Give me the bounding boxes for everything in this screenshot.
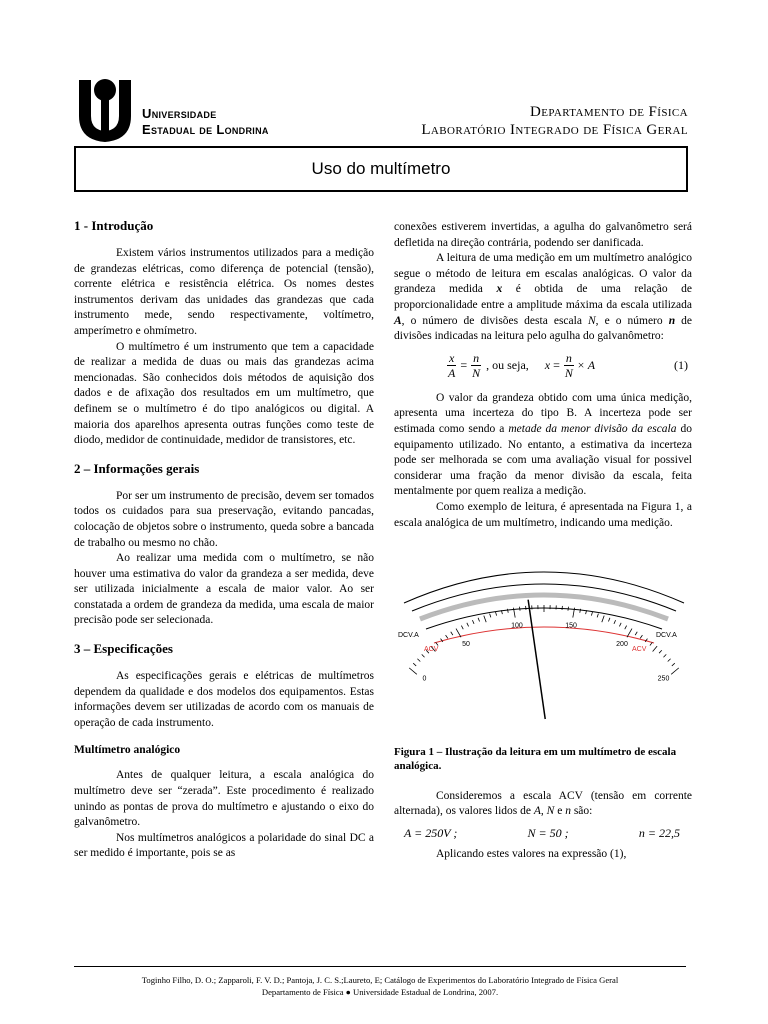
scale-tick — [436, 642, 438, 645]
scale-tick — [640, 635, 642, 638]
scale-tick-label: 100 — [511, 622, 523, 630]
scale-tick-label: 0 — [422, 675, 427, 683]
scale-tick — [467, 623, 469, 627]
scale-tick — [478, 618, 479, 622]
footer-divider — [74, 966, 686, 967]
scale-tick — [672, 663, 675, 666]
figure-caption: Figura 1 – Ilustração da leitura em um multímetro de escala analógica. — [394, 745, 677, 772]
scale-tick-label: 200 — [616, 640, 628, 648]
dcva-left-label: DCV.A — [398, 632, 419, 640]
left-column — [74, 218, 374, 862]
acv-right-label: ACV — [632, 646, 647, 654]
scale-tick — [668, 659, 671, 662]
scale-tick — [446, 635, 448, 638]
given-values — [404, 826, 680, 842]
scale-tick — [461, 626, 463, 630]
section-informacoes-heading: 2 – Informações gerais — [74, 460, 200, 476]
intro-paragraph-1: Existem vários instrumentos utilizados para a medição de grandezas elétricas, como diferença de potencial (tensão), corrente elétrica e resistência elétrica. Os nomes destes instrumentos derivam das unidades das grandezas que cada instrumento mede, sendo respectivamente, voltímetro, amperímetro e ohmímetro. — [74, 247, 374, 337]
analog-paragraph-1: Antes de qualquer leitura, a escala analógica do multímetro deve ser “zerada”. Este procedimento é realizado unindo as pontas de prova do multímetro e ajustando o eixo do galvanômetro. — [74, 769, 374, 829]
scale-ticks — [409, 605, 679, 674]
university-logo-icon — [73, 76, 137, 146]
scale-tick — [580, 609, 581, 613]
scale-tick — [663, 654, 666, 657]
footer — [74, 974, 686, 998]
scale-tick — [659, 650, 662, 653]
value-n: n = 22,5 — [638, 825, 680, 840]
department-name — [421, 103, 688, 139]
footer-department: Departamento de Física ● Universidade Estadual de Londrina, 2007. — [261, 987, 499, 997]
acv-left-label: ACV — [424, 646, 439, 654]
department-line1: Departamento de Física — [529, 104, 688, 120]
scale-tick — [614, 620, 616, 624]
scale-tick — [472, 620, 474, 624]
equation-1: $\frac{x}{A}$ = $\frac{n}{N}$ , ou seja, x = $\frac{n}{N}$ × A (1) — [448, 350, 688, 380]
scale-tick — [456, 629, 461, 638]
footer-citation: Toginho Filho, D. O.; Zapparoli, F. V. D.; Pantoja, J. C. S.;Laureto, E; Catálogo de Experimentos do Laboratório Integrado de Física Geral — [141, 975, 619, 985]
scale-tick — [671, 668, 679, 674]
scale-tick — [597, 614, 598, 618]
analog-paragraph-2: Nos multímetros analógicos a polaridade do sinal DC a ser medido é importante, pois se as — [74, 831, 374, 860]
scale-arc-outer — [404, 572, 684, 603]
scale-tick — [635, 632, 637, 635]
equation-number: (1) — [674, 357, 688, 372]
scale-tick — [409, 668, 417, 674]
scale-tick — [520, 607, 521, 611]
scale-tick-label: 50 — [462, 640, 470, 648]
example-paragraph: Como exemplo de leitura, é apresentada na Figura 1, a escala analógica de um multímetro, indicando uma medição. — [394, 500, 692, 529]
right-column — [394, 220, 692, 863]
scale-tick — [627, 629, 632, 638]
consider-paragraph: Consideremos a escala ACV (tensão em corrente alternada), os valores lidos de A, N e n são: — [394, 789, 692, 818]
scale-tick — [417, 659, 420, 662]
university-name — [142, 106, 269, 138]
spec-paragraph-1: As especificações gerais e elétricas de multímetros dependem da qualidade e dos modelos dos equipamentos. Estas informações devem ser utilizadas de acordo com os manuais de operação de cada instrumento. — [74, 670, 374, 729]
subsection-analogico-heading: Multímetro analógico — [74, 744, 181, 757]
scale-tick — [608, 618, 609, 622]
department-line2: Laboratório Integrado de Física Geral — [421, 122, 688, 138]
scale-tick — [619, 623, 621, 627]
galvanometer-needle — [528, 600, 545, 719]
scale-tick — [451, 632, 453, 635]
reading-paragraph: A leitura de uma medição em um multímetro analógico segue o método de leitura em escalas analógicas. O valor da grandeza medida x é obtida de uma relação de proporcionalidade entre a amplitude máxima da escala utilizada A, o número de divisões desta escala N, e o número n de divisões indicadas na leitura pelo agulha do galvanômetro: — [394, 252, 692, 343]
scale-tick — [591, 612, 592, 616]
scale-tick — [422, 654, 425, 657]
university-line2: Estadual de Londrina — [142, 122, 269, 137]
scale-tick — [484, 616, 486, 623]
info-paragraph-1: Por ser um instrumento de precisão, devem ser tomados todos os cuidados para sua preservação, evitando pancadas, colocação de objetos sobre o instrumento, queda sobre a bancada de trabalho ou mesmo no chão. — [74, 489, 374, 549]
scale-tick — [650, 642, 652, 645]
section-especificacoes-heading: 3 – Especificações — [74, 641, 173, 657]
apply-paragraph: Aplicando estes valores na expressão (1), — [436, 848, 627, 861]
scale-tick — [653, 646, 657, 651]
section-introducao-heading: 1 - Introdução — [74, 218, 154, 233]
value-N: N = 50 ; — [527, 825, 569, 840]
scale-tick — [495, 612, 496, 616]
scale-tick — [507, 609, 508, 613]
value-A: A = 250V ; — [404, 825, 458, 840]
dcva-right-label: DCV.A — [656, 632, 677, 640]
polarity-paragraph-end: conexões estiverem invertidas, a agulha do galvanômetro será defletida na direção contrária, podendo ser danificada. — [394, 221, 692, 249]
intro-paragraph-2: O multímetro é um instrumento que tem a capacidade de realizar a medida de duas ou mais das grandezas acima mencionadas. São conhecidos dois métodos de aquisição dos dados e de afixação dos resultados em um multímetro, que definem se o multímetro é do tipo analógicos ou digital. A maioria dos aparelhos apresenta outras funções como teste de diodo, medidor de continuidade, medidor de transistores, etc. — [74, 340, 374, 447]
scale-tick — [490, 614, 491, 618]
scale-tick — [568, 607, 569, 611]
scale-tick — [602, 616, 604, 623]
scale-tick — [413, 663, 416, 666]
uncertainty-paragraph: O valor da grandeza obtido com uma única medição, apresenta uma incerteza do tipo B. A incerteza pode ser estimada como sendo a metade da menor divisão da escala do equipamento utilizado. No entanto, a estimativa da incerteza pode ser melhorada se com uma avaliação visual for possivel considerar uma fração da menor divisão da escala, feita mentalmente por quem realiza a medição. — [394, 391, 693, 498]
info-paragraph-2: Ao realizar uma medida com o multímetro, se não houver uma estimativa do valor da grandeza a ser medida, deve ser utilizada inicialmente a escala de maior valor. Ao ser constatada a ordem de grandeza da medida, uma escala de maior precisão pode ser selecionada. — [74, 552, 374, 627]
scale-tick-label: 250 — [657, 675, 670, 683]
page-title: Uso do multímetro — [74, 146, 688, 192]
scale-tick — [625, 626, 627, 630]
scale-tick-label: 150 — [565, 622, 577, 630]
analog-scale-figure — [394, 551, 692, 721]
university-line1: Universidade — [142, 106, 217, 121]
